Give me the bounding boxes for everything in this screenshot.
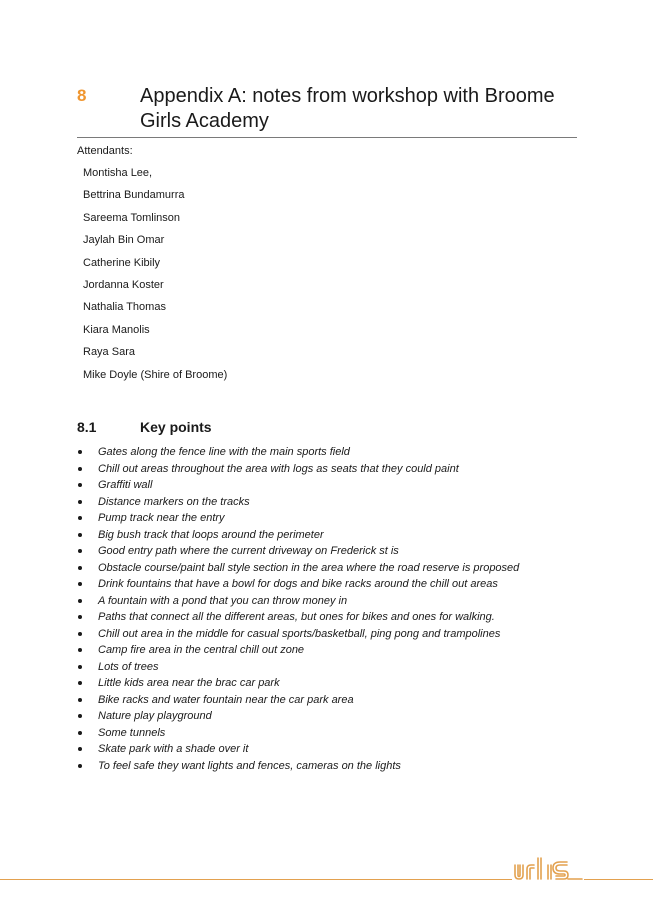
key-point-item — [77, 577, 519, 594]
attendants-label: Attendants: — [77, 145, 133, 157]
key-point-item — [77, 495, 519, 512]
key-point-text: Big bush track that loops around the perimeter — [98, 528, 324, 541]
bullet-icon — [78, 698, 82, 702]
attendee-name: Montisha Lee, — [83, 167, 153, 179]
key-point-text: Some tunnels — [98, 726, 166, 739]
key-point-text: Good entry path where the current driveway on Frederick st is — [98, 545, 399, 557]
key-point-item — [77, 462, 519, 479]
key-point-item — [77, 528, 519, 545]
key-point-text: To feel safe they want lights and fences, cameras on the lights — [98, 759, 401, 772]
bullet-icon — [78, 648, 82, 652]
key-point-text: Skate park with a shade over it — [98, 743, 249, 755]
bullet-icon — [78, 747, 82, 751]
bullet-icon — [78, 665, 82, 669]
bullet-icon — [78, 714, 82, 718]
bullet-icon — [78, 764, 82, 768]
key-point-item — [77, 594, 519, 611]
key-point-item — [77, 726, 519, 743]
heading-number: 8 — [77, 86, 87, 105]
attendee-name: Kiara Manolis — [83, 323, 150, 336]
key-point-text: Gates along the fence line with the main sports field — [98, 446, 350, 458]
bullet-icon — [78, 582, 82, 586]
attendee-list — [83, 166, 227, 390]
bullet-icon — [78, 483, 82, 487]
bullet-icon — [78, 566, 82, 570]
key-point-item — [77, 610, 519, 627]
key-point-item — [77, 643, 519, 660]
key-point-item — [77, 561, 519, 578]
urbis-logo-icon — [512, 856, 584, 884]
attendee-name: Sareema Tomlinson — [83, 211, 181, 224]
bullet-icon — [78, 681, 82, 685]
key-point-item — [77, 660, 519, 677]
key-point-text: Drink fountains that have a bowl for dogs and bike racks around the chill out areas — [98, 578, 498, 590]
bullet-icon — [78, 450, 82, 454]
heading-title: Appendix A: notes from workshop with Broome Girls Academy — [140, 85, 555, 132]
attendee-name: Jordanna Koster — [83, 278, 164, 291]
key-points-list — [77, 445, 519, 775]
key-point-item — [77, 709, 519, 726]
key-point-item — [77, 544, 519, 561]
attendee-name: Mike Doyle (Shire of Broome) — [83, 368, 228, 381]
key-point-item — [77, 627, 519, 644]
key-point-text: Pump track near the entry — [98, 512, 225, 524]
key-point-text: Lots of trees — [98, 660, 159, 673]
attendee-name: Jaylah Bin Omar — [83, 234, 165, 247]
key-point-item — [77, 445, 519, 462]
bullet-icon — [78, 533, 82, 537]
key-point-text: Paths that connect all the different areas, but ones for bikes and ones for walking. — [98, 611, 495, 623]
bullet-icon — [78, 615, 82, 619]
attendee-name: Raya Sara — [83, 346, 135, 359]
bullet-icon — [78, 500, 82, 504]
key-point-item — [77, 511, 519, 528]
key-point-text: Graffiti wall — [98, 479, 153, 491]
key-point-text: Chill out area in the middle for casual sports/basketball, ping pong and trampolines — [98, 627, 501, 640]
key-point-text: Little kids area near the brac car park — [98, 677, 280, 689]
bullet-icon — [78, 549, 82, 553]
key-point-item — [77, 478, 519, 495]
key-point-text: Bike racks and water fountain near the car park area — [98, 693, 354, 706]
key-point-text: Distance markers on the tracks — [98, 495, 250, 508]
key-point-text: A fountain with a pond that you can throw money in — [98, 594, 348, 607]
bullet-icon — [78, 632, 82, 636]
key-point-item — [77, 693, 519, 710]
key-point-text: Obstacle course/paint ball style section in the area where the road reserve is proposed — [98, 561, 520, 574]
attendee-name: Catherine Kibily — [83, 256, 161, 269]
section-title: Key points — [140, 419, 212, 435]
key-point-item — [77, 742, 519, 759]
key-point-text: Camp fire area in the central chill out zone — [98, 644, 305, 656]
key-point-item — [77, 759, 519, 776]
section-number: 8.1 — [77, 419, 97, 435]
bullet-icon — [78, 731, 82, 735]
key-point-text: Chill out areas throughout the area with logs as seats that they could paint — [98, 462, 459, 475]
bullet-icon — [78, 516, 82, 520]
bullet-icon — [78, 599, 82, 603]
attendee-name: Bettrina Bundamurra — [83, 189, 185, 202]
key-point-text: Nature play playground — [98, 710, 212, 722]
key-point-item — [77, 676, 519, 693]
bullet-icon — [78, 467, 82, 471]
attendee-name: Nathalia Thomas — [83, 301, 166, 314]
heading-divider — [77, 137, 577, 138]
